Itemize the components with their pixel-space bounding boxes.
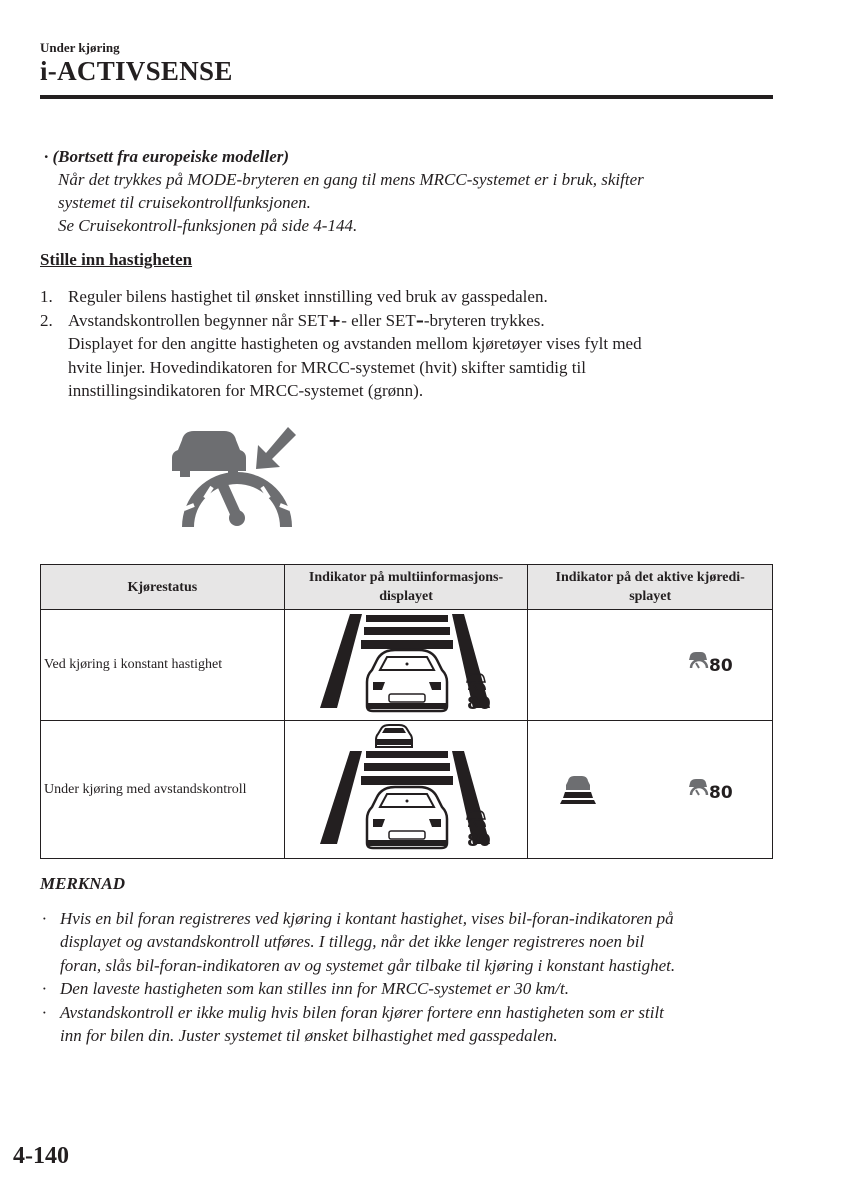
step-number: 1. xyxy=(40,287,53,306)
page-number: 4-140 xyxy=(13,1143,69,1169)
step-2-line: hvite linjer. Hovedindikatoren for MRCC-systemet (hvit) skifter samtidig til xyxy=(68,357,586,377)
following-distance-icon xyxy=(560,776,596,804)
intro-bullet: · xyxy=(44,147,49,166)
step-2 xyxy=(40,309,775,403)
set-minus-symbol: – xyxy=(415,310,424,330)
note-line: inn for bilen din. Juster systemet til ønsket bilhastighet med gasspedalen. xyxy=(60,1026,558,1045)
note-line: Den laveste hastigheten som kan stilles inn for MRCC-systemet er 30 km/t. xyxy=(60,979,569,998)
speed-value: 80 xyxy=(466,831,491,851)
step-number: 2. xyxy=(40,310,53,330)
distance-display-graphic xyxy=(285,721,529,858)
step-2-line: innstillingsindikatoren for MRCC-systemet (grønn). xyxy=(68,381,424,400)
intro-line: Se Cruisekontroll-funksjonen på side 4-144. xyxy=(58,216,358,235)
note-bullet: · xyxy=(42,1002,47,1022)
intro-heading xyxy=(44,145,774,168)
speed-heading: Stille inn hastigheten xyxy=(40,250,193,269)
title-rule xyxy=(40,95,773,99)
mrcc-indicator-icon xyxy=(168,425,298,533)
distance-display-graphic xyxy=(285,610,529,720)
step-text: Reguler bilens hastighet til ønsket innstilling ved bruk av gasspedalen. xyxy=(68,287,548,306)
note-bullet: · xyxy=(42,908,47,928)
note-item xyxy=(40,907,780,978)
step-2-first-line: Avstandskontrollen begynner når SET+- eller SET–-bryteren trykkes. xyxy=(68,310,545,330)
status-cell: Under kjøring med avstandskontroll xyxy=(41,721,285,859)
note-line: Hvis en bil foran registreres ved kjøring i kontant hastighet, vises bil-foran-indikatoren på xyxy=(60,908,674,928)
table-row xyxy=(41,721,773,859)
speed-value: 80 xyxy=(709,656,734,676)
table-row xyxy=(41,610,773,721)
note-line: Avstandskontroll er ikke mulig hvis bilen foran kjører fortere enn hastigheten som er stilt xyxy=(60,1002,664,1022)
section-label: Under kjøring xyxy=(40,40,120,55)
vehicle-ahead-icon xyxy=(376,725,412,747)
intro-heading-text: (Bortsett fra europeiske modeller) xyxy=(52,147,290,166)
multi-display-cell xyxy=(284,721,528,859)
active-display-cell xyxy=(528,610,773,721)
step-2-line: Displayet for den angitte hastigheten og avstanden mellom kjøretøyer vises fylt med xyxy=(68,334,642,353)
set-plus-symbol: + xyxy=(327,310,342,330)
page-title: i-ACTIVSENSE xyxy=(40,56,233,86)
note-line: displayet og avstandskontroll utføres. I tillegg, når det ikke lenger registreres noen bil xyxy=(60,932,645,951)
header-multi-display: Indikator på multiinformasjons- displayet xyxy=(284,565,528,610)
step-1 xyxy=(40,285,775,309)
note-bullet: · xyxy=(42,979,47,998)
active-display-cell xyxy=(528,721,773,859)
mrcc-small-icon xyxy=(689,652,707,668)
multi-display-cell xyxy=(284,610,528,721)
speed-value: 80 xyxy=(709,783,734,803)
note-heading: MERKNAD xyxy=(40,874,126,893)
table-header-row xyxy=(41,565,773,610)
intro-block xyxy=(44,145,774,237)
intro-line: Når det trykkes på MODE-bryteren en gang til mens MRCC-systemet er i bruk, skifter xyxy=(58,170,644,189)
intro-line: systemet til cruisekontrollfunksjonen. xyxy=(58,193,311,212)
header-status: Kjørestatus xyxy=(41,565,285,610)
note-item xyxy=(40,1001,780,1048)
car-icon xyxy=(367,787,447,848)
steps-list xyxy=(40,285,775,403)
note-line: foran, slås bil-foran-indikatoren av og systemet går tilbake til kjøring i konstant hastighet. xyxy=(60,955,676,975)
header-active-display: Indikator på det aktive kjøredi- splayet xyxy=(528,565,773,610)
note-block xyxy=(40,872,780,1048)
status-cell: Ved kjøring i konstant hastighet xyxy=(41,610,285,721)
status-table xyxy=(40,564,773,859)
note-item xyxy=(40,977,780,1001)
speed-value: 80 xyxy=(466,694,491,714)
car-icon xyxy=(367,650,447,711)
step-text xyxy=(68,309,775,403)
mrcc-small-icon xyxy=(689,779,707,795)
